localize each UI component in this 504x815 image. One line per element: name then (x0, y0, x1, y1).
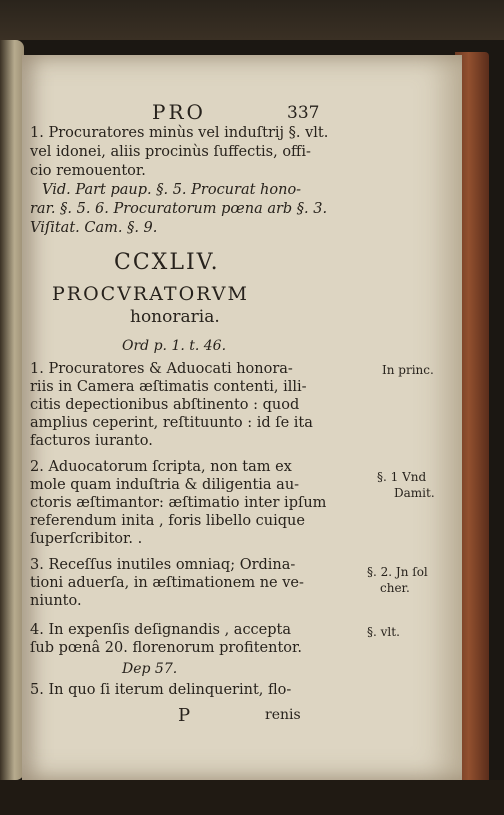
page-number: 337 (287, 103, 320, 123)
catchword: renis (265, 707, 301, 723)
signature-mark: P (178, 705, 191, 726)
running-head: PRO (152, 100, 206, 124)
dep-note: Dep 57. (122, 661, 178, 677)
text-line: cio remouentor. (30, 163, 146, 179)
paragraph-line: niunto. (30, 593, 82, 609)
paragraph-line: ſub pœnâ 20. florenorum profitentor. (30, 640, 302, 656)
book-top-edge (0, 0, 504, 40)
text-line: 1. Procuratores minùs vel induſtrij §. vlt. (30, 125, 329, 141)
paragraph-line: mole quam induſtria & diligentia au- (30, 477, 300, 493)
paragraph-line: 1. Procuratores & Aduocati honora- (30, 361, 293, 377)
book-bottom-edge (0, 780, 504, 815)
margin-note: Damit. (394, 486, 435, 500)
margin-note: §. 2. Jn ſol (367, 565, 428, 579)
paragraph-line: 2. Aduocatorum ſcripta, non tam ex (30, 459, 292, 475)
left-page-curl (0, 40, 24, 780)
paragraph-line: 4. In expenſis deſignandis , accepta (30, 622, 292, 638)
margin-note: cher. (380, 581, 410, 595)
paragraph-line: ſuperſcribitor. . (30, 531, 143, 547)
paragraph-line: ctoris æſtimantor: æſtimatio inter ipſum (30, 495, 327, 511)
paragraph-line: amplius ceperint, reſtituunto : id ſe ita (30, 415, 313, 431)
section-subtitle: honoraria. (130, 307, 220, 327)
margin-note: §. vlt. (367, 625, 400, 639)
section-number: CCXLIV. (114, 250, 220, 275)
paragraph-line: facturos iuranto. (30, 433, 153, 449)
margin-note: §. 1 Vnd (377, 470, 427, 484)
paragraph-line: referendum inita , foris libello cuique (30, 513, 305, 529)
text-line: Vid. Part paup. §. 5. Procurat hono- (42, 182, 302, 198)
margin-note: In princ. (382, 363, 434, 377)
text-line: Viſitat. Cam. §. 9. (30, 220, 158, 236)
paragraph-line: citis depectionibus abſtinento : quod (30, 397, 300, 413)
paragraph-line: 3. Receſſus inutiles omniaq; Ordina- (30, 557, 296, 573)
section-title: PROCVRATORVM (52, 283, 249, 305)
book-page (22, 55, 462, 780)
text-line: vel idonei, aliis procinùs ſuffectis, offi- (30, 144, 311, 160)
section-reference: Ord p. 1. t. 46. (122, 338, 227, 354)
paragraph-line: tioni aduerſa, in æſtimationem ne ve- (30, 575, 304, 591)
text-line: rar. §. 5. 6. Procuratorum pœna arb §. 3. (30, 201, 328, 217)
paragraph-line: 5. In quo ſi iterum delinquerint, flo- (30, 682, 292, 698)
paragraph-line: riis in Camera æſtimatis contenti, illi- (30, 379, 307, 395)
